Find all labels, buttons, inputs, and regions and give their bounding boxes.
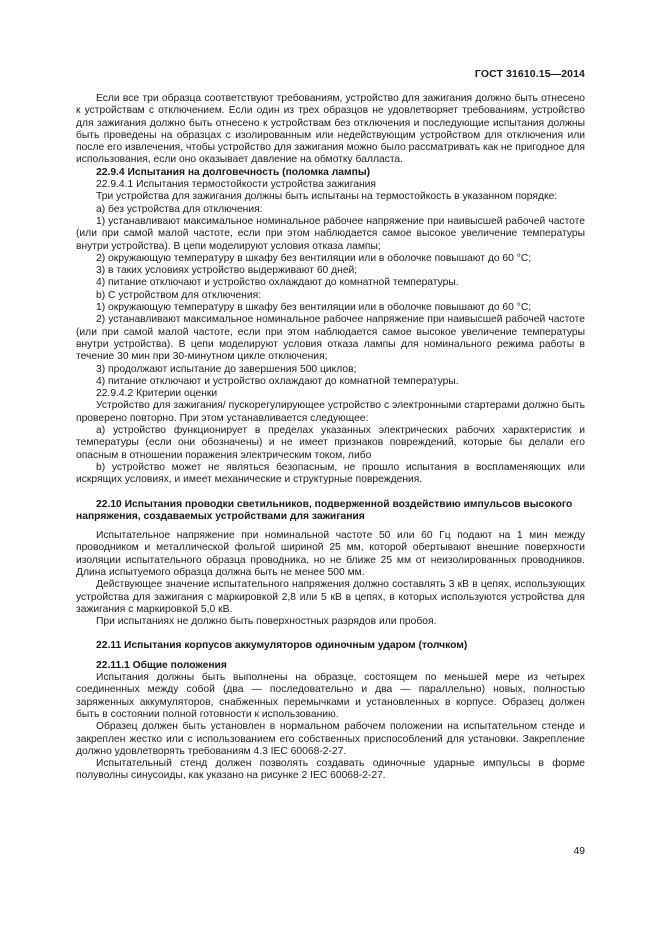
section-heading: 22.10 Испытания проводки светильников, подверженной воздействию импульсов высокого напряжения, создаваемых устройствами для зажигания bbox=[76, 498, 573, 522]
document-header: ГОСТ 31610.15—2014 bbox=[474, 68, 585, 80]
paragraph: Три устройства для зажигания должны быть испытаны на термостойкость в указанном порядке: bbox=[96, 191, 558, 203]
subsection-heading: 22.11.1 Общие положения bbox=[96, 659, 227, 671]
paragraph: При испытаниях не должно быть поверхностных разрядов или пробоя. bbox=[96, 616, 437, 628]
list-item: 3) продолжают испытание до завершения 500 циклов; bbox=[96, 363, 357, 375]
section-heading: 22.11 Испытания корпусов аккумуляторов одиночным ударом (толчком) bbox=[96, 640, 468, 652]
paragraph: Действующее значение испытательного напряжения должно составлять 3 кВ в цепях, использующих устройства для зажигания с маркировкой 2,8 или 5 кВ в цепях, в которых используются устройства для зажигания с маркировкой 5,0 кВ. bbox=[76, 579, 585, 615]
page-body bbox=[76, 93, 585, 783]
list-item: 4) питание отключают и устройство охлаждают до комнатной температуры. bbox=[96, 277, 459, 289]
list-item: b) устройство может не являться безопасным, не прошло испытания в воспламеняющих или искрящих условиях, и имеет механические и структурные повреждения. bbox=[76, 461, 585, 486]
paragraph: Образец должен быть установлен в нормальном рабочем положении на испытательном стенде и закреплен жестко или с использованием его собственных приспособлений для установки. Закрепление должно удовлетворять требованиям 4.3 IEC 60068-2-27. bbox=[76, 721, 585, 757]
list-item: a) устройство функционирует в пределах указанных электрических рабочих характеристик и температуры (если они обозначены) и не имеет признаков повреждений, которые бы делали его опасным в отношении поражения электрическим током, либо bbox=[76, 425, 585, 461]
paragraph: 22.9.4.2 Критерии оценки bbox=[96, 388, 218, 400]
list-item: a) без устройства для отключения: bbox=[96, 203, 263, 215]
paragraph: Испытательный стенд должен позволять создавать одиночные ударные импульсы в форме полуволны синусоиды, как указано на рисунке 2 IEC 60068-2-27. bbox=[76, 758, 585, 782]
list-item: 1) устанавливают максимальное номинальное рабочее напряжение при наивысшей рабочей частоте (или при самой малой частоте, если при этом наблюдается самое высокое увеличение температуры внутри устройства). В цепи моделируют условия отказа лампы; bbox=[76, 215, 585, 252]
list-item: 3) в таких условиях устройство выдерживают 60 дней; bbox=[96, 265, 358, 277]
list-item: 4) питание отключают и устройство охлаждают до комнатной температуры. bbox=[96, 375, 459, 387]
paragraph: Испытательное напряжение при номинальной частоте 50 или 60 Гц подают на 1 мин между проводником и металлической фольгой шириной 25 мм, которой обертывают внешние поверхности изоляции испытательного образца проводника, но не ближе 25 мм от неизолированных проводников. Длина испытуемого образца должна быть не менее 500 мм. bbox=[76, 530, 585, 578]
paragraph: Испытания должны быть выполнены на образце, состоящем по меньшей мере из четырех соединенных между собой (два — последовательно и два — параллельно) новых, полностью заряженных аккумуляторов, снабженных перемычками и установленных в корпусе. Образец должен быть в состоянии полной готовности к использованию. bbox=[76, 672, 585, 720]
section-heading: 22.9.4 Испытания на долговечность (поломка лампы) bbox=[96, 166, 371, 178]
list-item: 2) окружающую температуру в шкафу без вентиляции или в оболочке повышают до 60 °С; bbox=[96, 252, 532, 264]
list-item: b) С устройством для отключения: bbox=[96, 289, 262, 301]
page-number: 49 bbox=[573, 846, 585, 857]
paragraph: Если все три образца соответствуют требованиям, устройство для зажигания должно быть отнесено к устройствам с отключением. Если один из трех образцов не удовлетворяет требованиям, устройство для зажигания должно быть отнесено к устройствам без отключения и последующие испытания должны быть проведены на образцах с изолированным или недействующим устройством для отключения или после его извлечения, чтобы устройство для зажигания можно было рассматривать как не пригодное для использования, если оно оказывает давление на обмотку балласта. bbox=[76, 93, 585, 166]
list-item: 2) устанавливают максимальное номинальное рабочее напряжение при наивысшей рабочей частоте (или при самой малой частоте, если при этом наблюдается самое высокое увеличение температуры внутри устройства). В цепи моделируют условия отказа лампы для номинального режима работы в течение 30 мин при 30-минутном цикле отключения; bbox=[76, 314, 585, 363]
paragraph: Устройство для зажигания/ пускорегулирующее устройство с электронными стартерами должно быть проверено повторно. При этом устанавливается следующее: bbox=[76, 400, 585, 424]
paragraph: 22.9.4.1 Испытания термостойкости устройства зажигания bbox=[96, 179, 376, 191]
list-item: 1) окружающую температуру в шкафу без вентиляции или в оболочке повышают до 60 °С; bbox=[96, 302, 532, 314]
